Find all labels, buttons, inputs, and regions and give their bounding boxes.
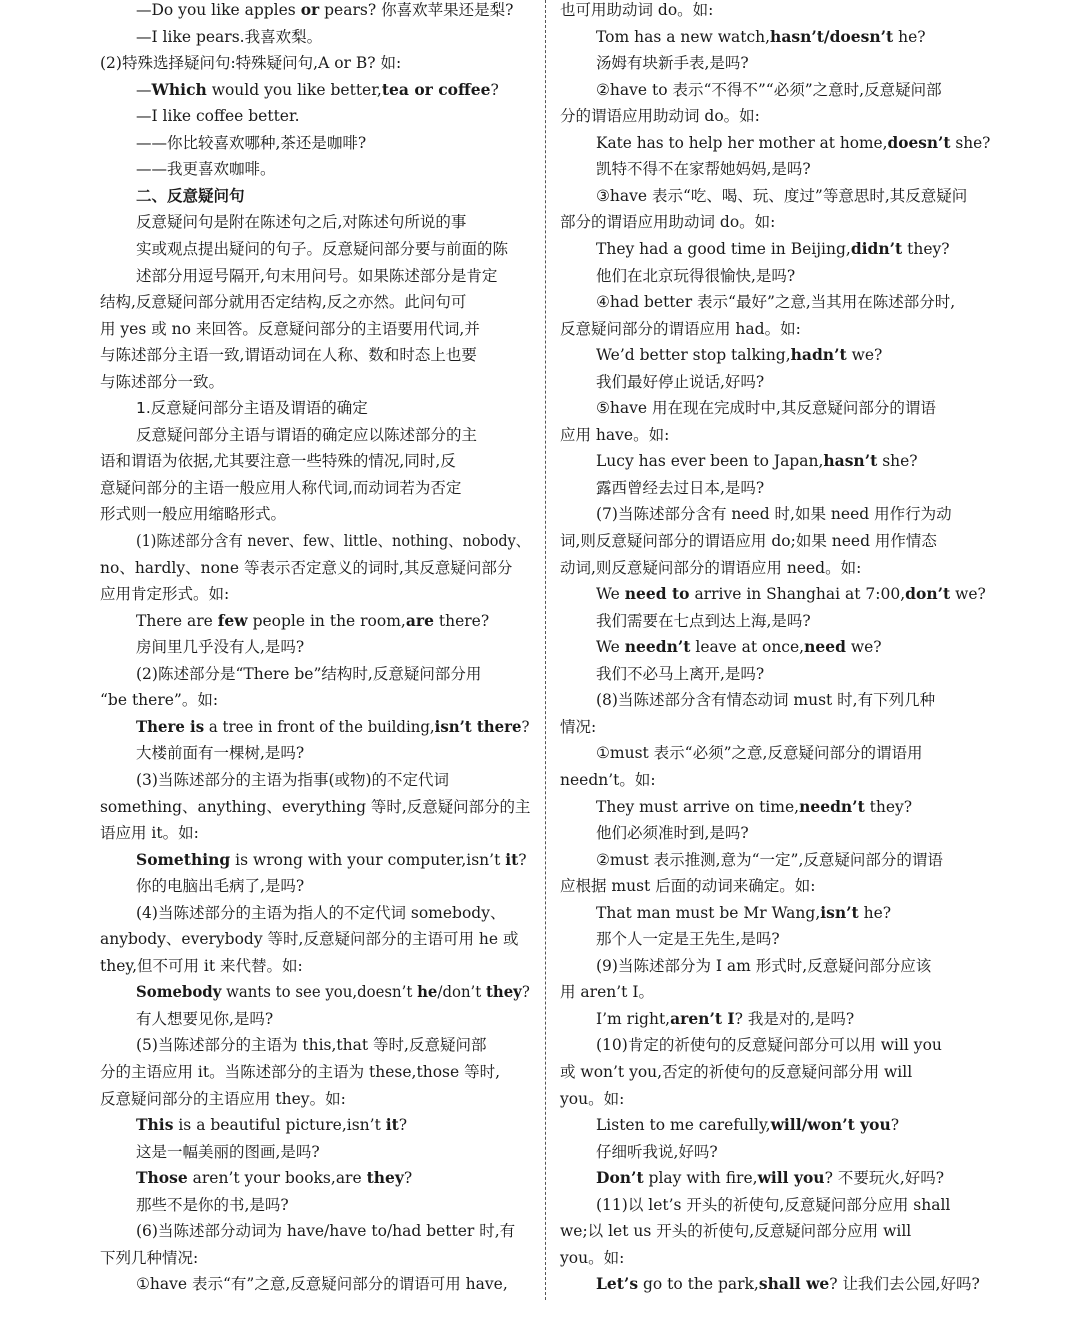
right-text-line: [596, 50, 749, 76]
right-text-line: [560, 209, 775, 235]
text-run: ?: [490, 80, 499, 99]
text-run: We: [596, 638, 625, 657]
text-run: 与陈述部分主语一致,谓语动词在人称、数和时态上也要: [100, 346, 477, 365]
text-run: 动词,则反意疑问部分的谓语应用 need。如:: [560, 558, 862, 577]
left-text-line: [136, 395, 368, 421]
text-run: 用 aren’t I。: [560, 983, 654, 1002]
text-run: 他们必须准时到,是吗?: [596, 824, 749, 843]
left-text-line: [100, 581, 229, 607]
text-run: Kate has to help her mother at home,: [596, 133, 888, 152]
bold-text: it: [505, 849, 519, 869]
left-text-line: [136, 183, 245, 209]
text-run: 二、反意疑问句: [136, 186, 245, 205]
right-text-line: [560, 1218, 911, 1244]
text-run: (8)当陈述部分含有情态动词 must 时,有下列几种: [596, 691, 936, 710]
bold-text: There is: [136, 716, 205, 736]
text-run: ①have 表示“有”之意,反意疑问部分的谓语可用 have,: [136, 1275, 508, 1294]
left-text-line: [136, 1139, 320, 1165]
left-text-line: [100, 316, 480, 342]
text-run: 你的电脑出毛病了,是吗?: [136, 877, 305, 896]
right-text-line: [596, 183, 967, 209]
text-run: 或 won’t you,否定的祈使句的反意疑问部分用 will: [560, 1063, 913, 1081]
text-run: (5)当陈述部分的主语为 this,that 等时,反意疑问部: [136, 1036, 487, 1055]
text-run: ?: [521, 717, 530, 736]
bold-text: isn’t there: [434, 716, 522, 736]
left-text-line: [136, 873, 304, 899]
text-run: 意疑问部分的主语一般应用人称代词,而动词若为否定: [100, 478, 462, 497]
text-run: they,但不可用 it 来代替。如:: [100, 956, 303, 975]
right-text-line: [596, 581, 986, 607]
left-text-line: [136, 77, 499, 103]
right-text-line: [596, 236, 950, 262]
text-run: ②have to 表示“不得不”“必须”之意时,反意疑问部: [596, 80, 942, 99]
text-run: something、anything、everything 等时,反意疑问部分的主: [100, 797, 531, 816]
left-text-line: [100, 475, 461, 501]
left-text-line: [136, 740, 304, 766]
text-run: (9)当陈述部分为 I am 形式时,反意疑问部分应该: [596, 956, 932, 975]
right-text-line: [596, 1112, 899, 1138]
text-run: 那些不是你的书,是吗?: [136, 1195, 289, 1214]
text-run: ⑤have 用在现在完成时中,其反意疑问部分的谓语: [596, 399, 936, 418]
bold-text: need to: [624, 584, 690, 604]
left-text-line: [136, 900, 505, 926]
left-text-line: [136, 236, 508, 262]
text-run: 也可用助动词 do。如:: [560, 1, 714, 19]
bold-text: This: [136, 1115, 174, 1135]
right-text-line: [596, 501, 952, 527]
bold-text: or: [300, 0, 320, 19]
text-run: 用 yes 或 no 来回答。反意疑问部分的主语要用代词,并: [100, 319, 480, 338]
left-text-line: [100, 1059, 500, 1085]
text-run: (7)当陈述部分含有 need 时,如果 need 用作行为动: [596, 505, 952, 524]
bold-text: Those: [136, 1168, 188, 1188]
text-run: he?: [858, 903, 892, 922]
right-text-line: [560, 422, 669, 448]
text-run: ①must 表示“必须”之意,反意疑问部分的谓语用: [596, 744, 923, 763]
left-text-line: [136, 263, 497, 289]
text-run: we?: [950, 585, 986, 604]
text-run: 反意疑问句是附在陈述句之后,对陈述句所说的事: [136, 213, 467, 232]
text-run: needn’t。如:: [560, 770, 656, 789]
bold-text: hadn’t: [790, 345, 847, 365]
left-text-line: [100, 501, 286, 527]
bold-text: didn’t: [850, 238, 903, 258]
right-text-line: [596, 926, 780, 952]
right-text-line: [560, 714, 596, 740]
bold-text: hasn’t/doesn’t: [770, 26, 894, 46]
left-text-line: [136, 103, 300, 129]
text-run: people in the room,: [247, 611, 406, 630]
left-text-line: [136, 1032, 486, 1058]
bold-text: needn’t: [624, 637, 691, 657]
text-run: ——你比较喜欢哪种,茶还是咖啡?: [136, 133, 367, 152]
text-run: 大楼前面有一棵树,是吗?: [136, 744, 305, 763]
text-run: ③have 表示“吃、喝、玩、度过”等意思时,其反意疑问: [596, 186, 968, 205]
bold-text: Something: [136, 849, 231, 869]
right-text-line: [596, 130, 990, 156]
right-text-line: [596, 634, 882, 660]
bold-text: isn’t: [820, 902, 859, 922]
text-run: (2)陈述部分是“There be”结构时,反意疑问部分用: [136, 664, 482, 683]
left-text-line: [136, 714, 530, 740]
left-text-line: [136, 661, 481, 687]
text-run: 1.反意疑问部分主语及谓语的确定: [136, 399, 368, 418]
text-run: 结构,反意疑问部分就用否定结构,反之亦然。此问句可: [100, 293, 467, 312]
text-run: —I like coffee better.: [136, 107, 300, 126]
right-text-line: [596, 900, 891, 926]
text-run: /don’t: [437, 983, 486, 1002]
left-text-line: [136, 767, 449, 793]
left-text-line: [136, 24, 322, 50]
text-run: we?: [845, 638, 882, 657]
text-run: 露西曾经去过日本,是吗?: [596, 478, 765, 497]
bold-text: will you: [757, 1168, 825, 1188]
bold-text: will/won’t you: [770, 1115, 891, 1135]
bold-text: need: [804, 637, 846, 657]
right-text-line: [596, 369, 764, 395]
text-run: (10)肯定的祈使句的反意疑问部分可以用 will you: [596, 1036, 942, 1055]
left-text-line: [136, 1218, 515, 1244]
text-run: Lucy has ever been to Japan,: [596, 452, 824, 471]
text-run: ?: [518, 850, 527, 869]
text-run: a tree in front of the building,: [204, 717, 435, 736]
right-text-line: [596, 820, 749, 846]
text-run: ? 我是对的,是吗?: [734, 1009, 855, 1028]
text-run: go to the park,: [638, 1275, 759, 1294]
left-text-line: [100, 794, 530, 820]
bold-text: aren’t I: [670, 1008, 735, 1028]
bold-text: are: [405, 610, 434, 630]
text-run: he?: [893, 27, 926, 46]
bold-text: hasn’t: [823, 451, 878, 471]
text-run: 那个人一定是王先生,是吗?: [596, 930, 780, 949]
right-text-line: [560, 1059, 912, 1085]
bold-text: needn’t: [799, 796, 865, 816]
bold-text: shall we: [758, 1274, 830, 1294]
right-text-line: [596, 263, 795, 289]
bold-text: Somebody: [136, 982, 222, 1002]
text-run: 凯特不得不在家帮她妈妈,是吗?: [596, 160, 811, 179]
text-run: anybody、everybody 等时,反意疑问部分的主语可用 he 或: [100, 930, 519, 949]
text-run: That man must be Mr Wang,: [596, 903, 821, 922]
text-run: 反意疑问部分的谓语应用 had。如:: [560, 319, 801, 338]
left-text-line: [100, 687, 218, 713]
left-text-line: [100, 1086, 346, 1112]
right-text-line: [596, 687, 935, 713]
right-text-line: [560, 1245, 624, 1271]
text-run: ?: [398, 1116, 408, 1135]
text-run: no、hardly、none 等表示否定意义的词时,其反意疑问部分: [100, 558, 513, 577]
text-run: ? 让我们去公园,好吗?: [829, 1275, 980, 1294]
bold-text: tea or coffee: [381, 79, 491, 99]
text-run: 下列几种情况:: [100, 1248, 199, 1267]
left-text-line: [100, 369, 224, 395]
text-run: —: [136, 80, 152, 99]
text-run: (4)当陈述部分的主语为指人的不定代词 somebody、: [136, 903, 506, 922]
right-text-line: [596, 740, 922, 766]
text-run: 语应用 it。如:: [100, 824, 199, 843]
right-text-line: [596, 289, 955, 315]
left-text-line: [136, 847, 527, 873]
text-run: We’d better stop talking,: [596, 346, 791, 365]
right-text-line: [560, 1086, 624, 1112]
text-run: they?: [864, 797, 913, 816]
right-text-line: [560, 316, 801, 342]
text-run: arrive in Shanghai at 7:00,: [689, 585, 906, 604]
text-run: 实或观点提出疑问的句子。反意疑问部分要与前面的陈: [136, 239, 509, 258]
bold-text: don’t: [905, 584, 951, 604]
left-text-line: [100, 289, 466, 315]
left-text-line: [100, 820, 199, 846]
right-text-line: [596, 342, 882, 368]
text-run: 应根据 must 后面的动词来确定。如:: [560, 877, 816, 896]
right-text-line: [596, 847, 943, 873]
text-run: 与陈述部分一致。: [100, 372, 225, 391]
text-run: 应用肯定形式。如:: [100, 585, 230, 604]
right-text-line: [596, 475, 764, 501]
text-run: 述部分用逗号隔开,句末用问号。如果陈述部分是肯定: [136, 266, 498, 285]
text-run: aren’t your books,are: [187, 1169, 367, 1188]
text-run: ?: [890, 1116, 900, 1135]
text-run: (2)特殊选择疑问句:特殊疑问句,A or B? 如:: [100, 54, 402, 73]
bold-text: few: [217, 610, 248, 630]
text-run: ? 不要玩火,好吗?: [824, 1169, 945, 1188]
text-run: she?: [877, 452, 918, 471]
left-text-line: [100, 1245, 198, 1271]
text-run: play with fire,: [643, 1169, 758, 1188]
text-run: 我们不必马上离开,是吗?: [596, 664, 765, 683]
right-text-line: [596, 395, 936, 421]
right-text-line: [560, 0, 713, 23]
text-run: wants to see you,doesn’t: [221, 983, 418, 1002]
text-run: (3)当陈述部分的主语为指事(或物)的不定代词: [136, 770, 450, 789]
left-text-line: [136, 979, 530, 1005]
right-text-line: [596, 1032, 942, 1058]
left-text-line: [100, 926, 518, 952]
bold-text: doesn’t: [887, 132, 951, 152]
text-run: We: [596, 585, 625, 604]
right-text-line: [596, 608, 811, 634]
right-text-line: [596, 24, 926, 50]
left-text-line: [136, 608, 489, 634]
text-run: Tom has a new watch,: [596, 27, 771, 46]
text-run: 我们最好停止说话,好吗?: [596, 372, 765, 391]
text-run: 我们需要在七点到达上海,是吗?: [596, 611, 811, 630]
text-run: we?: [846, 346, 883, 365]
left-text-line: [100, 448, 456, 474]
text-run: 仔细听我说,好吗?: [596, 1142, 718, 1161]
text-run: 反意疑问部分主语与谓语的确定应以陈述部分的主: [136, 425, 478, 444]
text-run: leave at once,: [690, 638, 805, 657]
bold-text: he: [417, 982, 438, 1002]
left-text-line: [136, 156, 276, 182]
right-text-line: [596, 1006, 854, 1032]
bold-text: Don’t: [596, 1168, 644, 1188]
right-text-line: [560, 873, 815, 899]
text-run: They had a good time in Beijing,: [596, 239, 851, 258]
right-text-line: [596, 1165, 944, 1191]
text-run: 情况:: [560, 717, 597, 736]
left-text-line: [136, 1271, 508, 1297]
right-text-line: [596, 77, 942, 103]
left-text-line: [100, 953, 303, 979]
text-run: they?: [902, 239, 950, 258]
text-run: ——我更喜欢咖啡。: [136, 160, 276, 179]
text-run: 分的主语应用 it。当陈述部分的主语为 these,those 等时,: [100, 1063, 501, 1081]
text-run: —Do you like apples: [136, 1, 301, 19]
left-text-line: [100, 555, 512, 581]
text-run: 应用 have。如:: [560, 425, 670, 444]
left-text-line: [136, 1006, 273, 1032]
text-run: (11)以 let’s 开头的祈使句,反意疑问部分应用 shall: [596, 1195, 951, 1214]
text-run: 这是一幅美丽的图画,是吗?: [136, 1142, 320, 1161]
bold-text: they: [485, 982, 522, 1002]
bold-text: they: [366, 1168, 404, 1188]
right-text-line: [560, 528, 937, 554]
text-run: ?: [521, 983, 530, 1002]
right-text-line: [560, 103, 760, 129]
right-text-line: [596, 953, 931, 979]
text-run: 有人想要见你,是吗?: [136, 1009, 274, 1028]
text-run: pears? 你喜欢苹果还是梨?: [319, 1, 514, 19]
right-text-line: [560, 555, 861, 581]
left-text-line: [136, 1112, 407, 1138]
right-text-line: [596, 661, 764, 687]
text-run: she?: [950, 133, 991, 152]
left-text-line: [136, 634, 304, 660]
text-run: you。如:: [560, 1089, 625, 1108]
text-run: They must arrive on time,: [596, 797, 800, 816]
text-run: (1)陈述部分含有 never、few、little、nothing、nobody、: [136, 532, 531, 550]
right-text-line: [596, 794, 912, 820]
left-text-line: [100, 50, 401, 76]
left-text-line: [136, 528, 530, 554]
text-run: 他们在北京玩得很愉快,是吗?: [596, 266, 796, 285]
text-run: 形式则一般应用缩略形式。: [100, 505, 287, 524]
right-text-line: [560, 767, 656, 793]
left-text-line: [136, 0, 513, 23]
left-text-line: [136, 130, 366, 156]
left-text-line: [136, 1192, 289, 1218]
text-run: we;以 let us 开头的祈使句,反意疑问部分应用 will: [560, 1222, 912, 1241]
left-text-line: [100, 342, 477, 368]
right-text-line: [596, 156, 811, 182]
right-text-line: [596, 448, 918, 474]
text-run: “be there”。如:: [100, 691, 219, 710]
right-text-line: [596, 1139, 718, 1165]
text-run: (6)当陈述部分动词为 have/have to/had better 时,有: [136, 1222, 516, 1241]
right-text-line: [596, 1192, 950, 1218]
text-run: is a beautiful picture,isn’t: [173, 1116, 386, 1135]
text-run: 语和谓语为依据,尤其要注意一些特殊的情况,同时,反: [100, 452, 456, 471]
text-run: ④had better 表示“最好”之意,当其用在陈述部分时,: [596, 293, 956, 312]
text-run: you。如:: [560, 1248, 625, 1267]
right-text-line: [596, 1271, 980, 1297]
text-run: 分的谓语应用助动词 do。如:: [560, 107, 760, 126]
text-run: ?: [403, 1169, 413, 1188]
bold-text: Which: [151, 79, 207, 99]
bold-text: Let’s: [596, 1274, 639, 1294]
column-divider: [545, 0, 546, 1300]
text-run: there?: [433, 611, 490, 630]
text-run: is wrong with your computer,isn’t: [230, 850, 506, 869]
text-run: ②must 表示推测,意为“一定”,反意疑问部分的谓语: [596, 850, 943, 869]
bold-text: it: [385, 1115, 399, 1135]
text-run: There are: [136, 611, 218, 630]
text-run: 房间里几乎没有人,是吗?: [136, 638, 305, 657]
left-text-line: [136, 1165, 412, 1191]
text-run: would you like better,: [206, 80, 382, 99]
text-run: 反意疑问部分的主语应用 they。如:: [100, 1089, 346, 1108]
text-run: —I like pears.我喜欢梨。: [136, 27, 323, 46]
text-run: 部分的谓语应用助动词 do。如:: [560, 213, 776, 232]
text-run: I’m right,: [596, 1009, 671, 1028]
text-run: 词,则反意疑问部分的谓语应用 do;如果 need 用作情态: [560, 532, 937, 550]
left-text-line: [136, 422, 477, 448]
right-text-line: [560, 979, 654, 1005]
text-run: 汤姆有块新手表,是吗?: [596, 54, 749, 73]
text-run: Listen to me carefully,: [596, 1116, 771, 1135]
left-text-line: [136, 209, 466, 235]
